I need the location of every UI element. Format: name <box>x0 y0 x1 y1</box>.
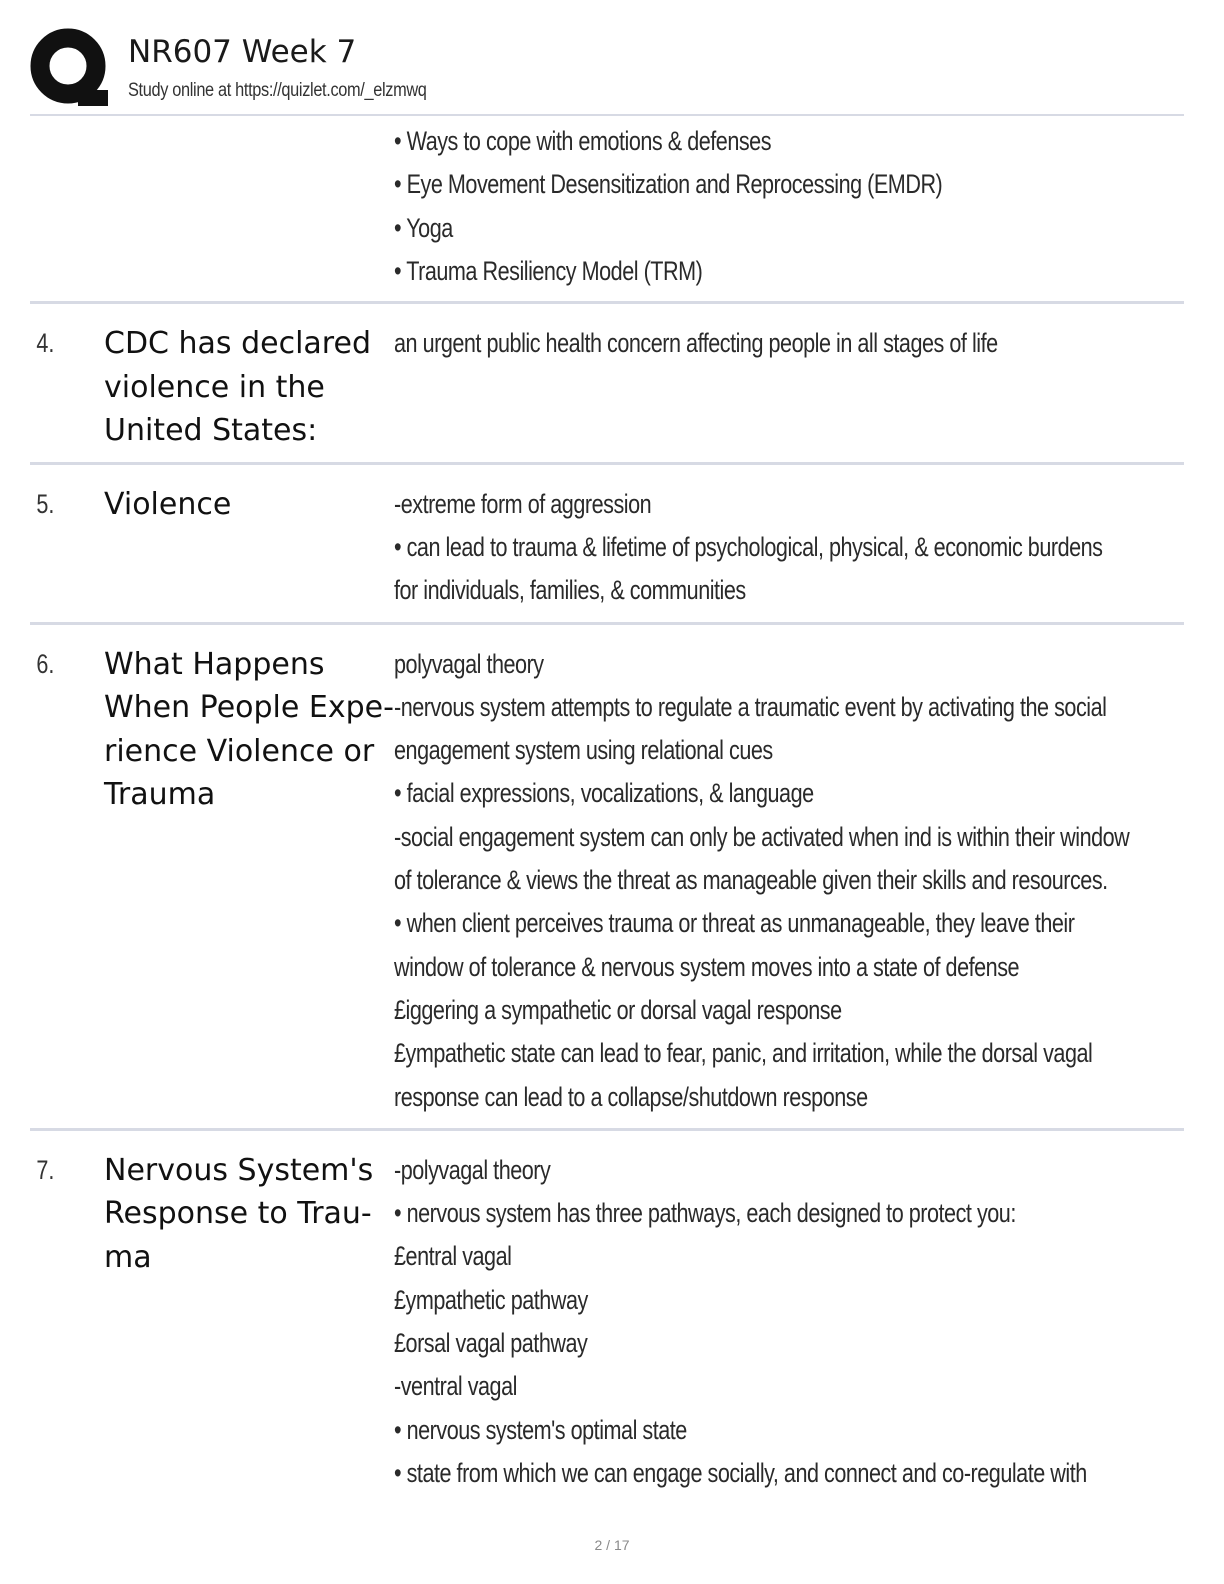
card-definition <box>394 1149 1224 1495</box>
definition-line: -social engagement system can only be activated when ind is within their window <box>394 821 1130 852</box>
term-line: ma <box>104 1239 152 1275</box>
definition-line: polyvagal theory <box>394 648 544 679</box>
flashcard-row <box>30 625 1184 1131</box>
definition-line: -extreme form of aggression <box>394 488 652 519</box>
flashcard-row <box>30 116 1184 304</box>
definition-line: • can lead to trauma & lifetime of psychological, physical, & economic burdens <box>394 531 1103 562</box>
page-header <box>30 28 1184 112</box>
term-line: When People Expe- <box>104 690 394 726</box>
definition-line: for individuals, families, & communities <box>394 575 746 606</box>
definition-line: • state from which we can engage socially, and connect and co-regulate with <box>394 1457 1087 1488</box>
flashcard-row <box>30 304 1184 465</box>
term-line: rience Violence or <box>104 733 375 769</box>
card-definition <box>394 643 1224 1119</box>
definition-line: £entral vagal <box>394 1241 512 1272</box>
term-line: Violence <box>104 486 232 522</box>
card-number: 7. <box>36 1154 55 1185</box>
card-definition <box>394 483 1224 613</box>
card-definition <box>394 120 1184 293</box>
card-term <box>104 322 394 453</box>
definition-line: £ympathetic state can lead to fear, panic, and irritation, while the dorsal vagal <box>394 1038 1093 1069</box>
definition-line: -polyvagal theory <box>394 1154 551 1185</box>
flashcard-row <box>30 1131 1184 1495</box>
card-definition <box>394 322 1184 453</box>
definition-line: of tolerance & views the threat as manageable given their skills and resources. <box>394 865 1108 896</box>
definition-line: • nervous system has three pathways, each designed to protect you: <box>394 1198 1016 1229</box>
card-number <box>30 120 89 293</box>
card-term <box>104 120 394 293</box>
term-line: CDC has declared <box>104 326 371 362</box>
definition-line: £orsal vagal pathway <box>394 1328 588 1359</box>
card-number: 4. <box>36 328 55 359</box>
flashcard-row <box>30 465 1184 625</box>
definition-line: • Eye Movement Desensitization and Reprocessing (EMDR) <box>394 169 943 200</box>
card-number: 6. <box>36 648 55 679</box>
definition-line: -nervous system attempts to regulate a traumatic event by activating the social <box>394 691 1107 722</box>
term-line: Response to Trau- <box>104 1196 372 1232</box>
definition-line: • Ways to cope with emotions & defenses <box>394 126 772 156</box>
definition-line: • nervous system's optimal state <box>394 1414 687 1445</box>
definition-line: window of tolerance & nervous system moves into a state of defense <box>394 951 1020 982</box>
definition-line: £iggering a sympathetic or dorsal vagal response <box>394 994 842 1025</box>
card-term <box>104 483 394 613</box>
page-number: 2 / 17 <box>594 1537 630 1553</box>
study-online-link-text: Study online at https://quizlet.com/_elzmwq <box>128 80 427 101</box>
card-term <box>104 1149 394 1495</box>
definition-line: • Yoga <box>394 212 453 243</box>
document-title: NR607 Week 7 <box>128 34 357 70</box>
term-line: violence in the <box>104 369 325 405</box>
quizlet-logo-icon <box>30 28 110 108</box>
definition-line: • facial expressions, vocalizations, & language <box>394 778 814 809</box>
definition-line: • Trauma Resiliency Model (TRM) <box>394 255 703 286</box>
card-number: 5. <box>36 488 55 519</box>
term-line: What Happens <box>104 646 325 682</box>
definition-line: • when client perceives trauma or threat as unmanageable, they leave their <box>394 908 1075 939</box>
definition-line: £ympathetic pathway <box>394 1284 588 1315</box>
term-line: Nervous System's <box>104 1152 374 1188</box>
card-term <box>104 643 394 1119</box>
term-line: United States: <box>104 413 318 449</box>
term-line: Trauma <box>104 777 216 813</box>
definition-line: -ventral vagal <box>394 1371 517 1402</box>
definition-line: engagement system using relational cues <box>394 735 773 766</box>
definition-line: an urgent public health concern affecting people in all stages of life <box>394 328 998 359</box>
flashcard-list <box>30 116 1184 1495</box>
definition-line: response can lead to a collapse/shutdown response <box>394 1081 868 1112</box>
